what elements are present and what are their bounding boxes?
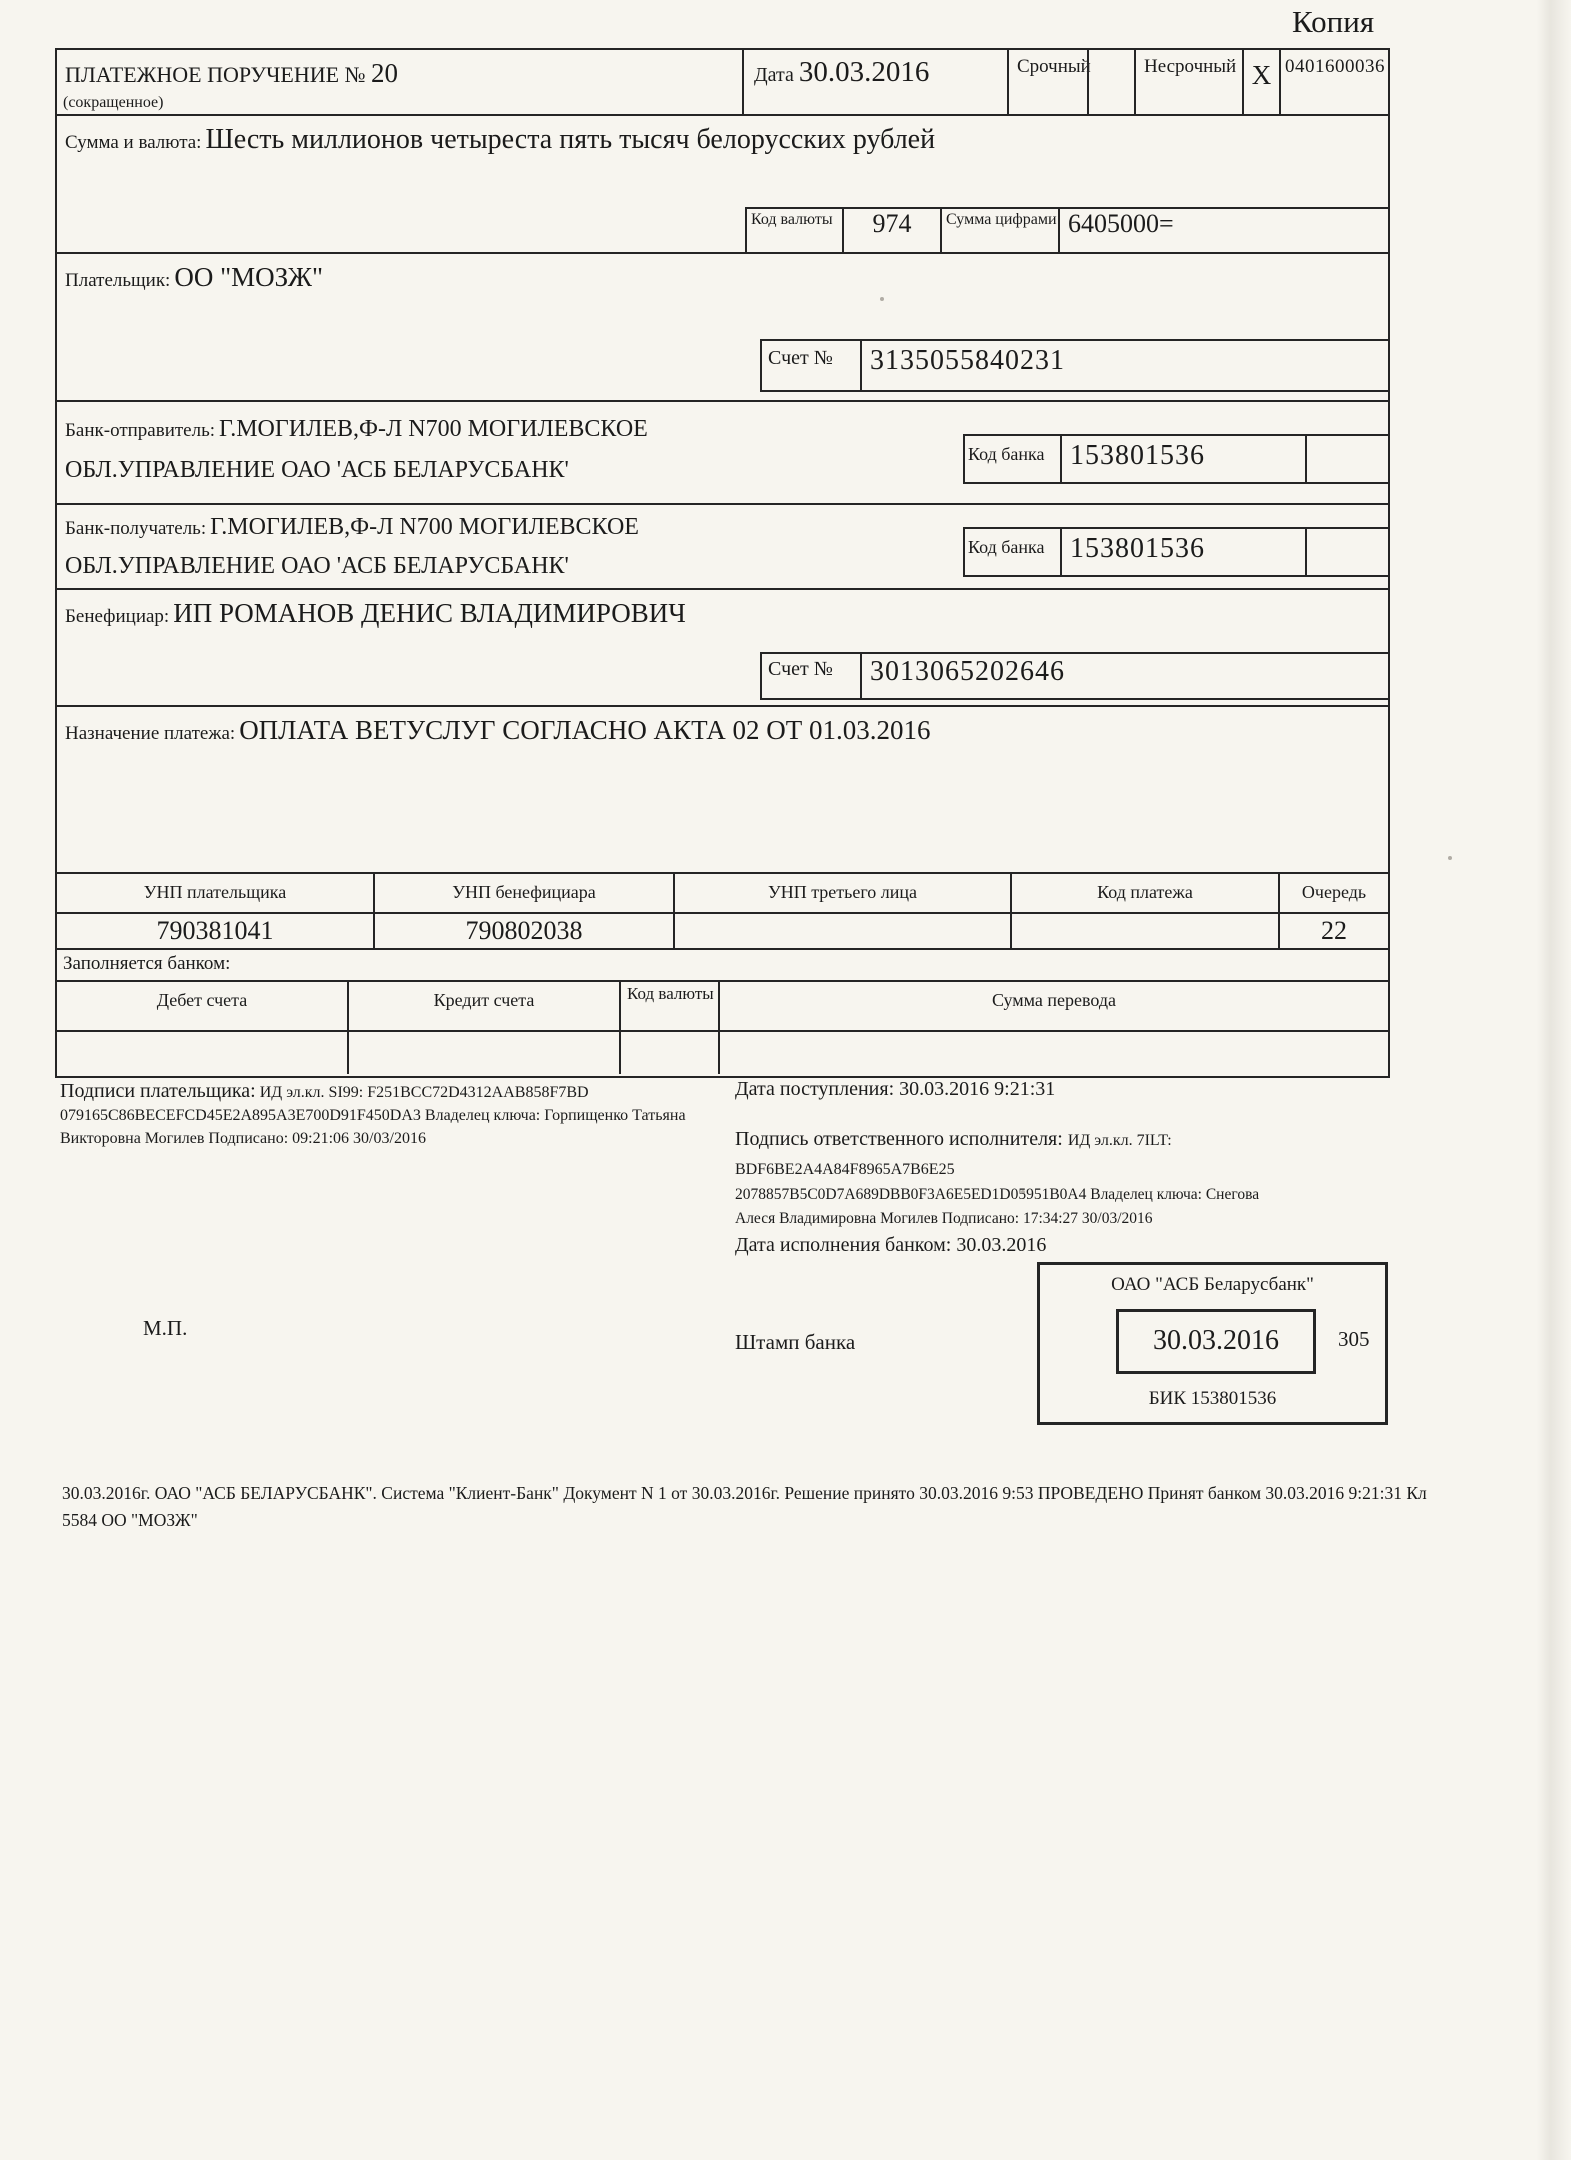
beneficiary-name: ИП РОМАНОВ ДЕНИС ВЛАДИМИРОВИЧ bbox=[173, 598, 686, 628]
payer-label: Плательщик: bbox=[65, 270, 171, 291]
executor-label: Подпись ответственного исполнителя: bbox=[735, 1128, 1063, 1150]
unp-header-row bbox=[57, 872, 1388, 912]
beneficiary-row bbox=[57, 588, 1388, 705]
bank-fill-header-amount: Сумма перевода bbox=[718, 982, 1388, 1030]
currency-boxes bbox=[745, 207, 1388, 252]
amount-figures-label: Сумма цифрами bbox=[940, 209, 1058, 252]
purpose-value: ОПЛАТА ВЕТУСЛУГ СОГЛАСНО АКТА 02 ОТ 01.03.2016 bbox=[239, 715, 931, 745]
sender-bank-label: Банк-отправитель: bbox=[65, 420, 216, 441]
unp-header-payer: УНП плательщика bbox=[143, 882, 287, 902]
unp-header-payment-code: Код платежа bbox=[1010, 874, 1278, 912]
date-cell bbox=[742, 50, 1007, 114]
bank-fill-header-row bbox=[57, 980, 1388, 1030]
executor-key-line1: BDF6BE2A4A84F8965A7B6E25 bbox=[735, 1161, 955, 1178]
bank-fill-amount-value bbox=[718, 1032, 1388, 1074]
sender-bank-code-value: 153801536 bbox=[1070, 440, 1205, 471]
beneficiary-account-box bbox=[760, 652, 1388, 700]
payer-name: ОО "МОЗЖ" bbox=[174, 262, 324, 292]
purpose-label: Назначение платежа: bbox=[65, 723, 236, 744]
bank-fill-debit-value bbox=[57, 1032, 347, 1074]
unp-header-beneficiary: УНП бенефициара bbox=[373, 874, 673, 912]
bank-fill-label: Заполняется банком: bbox=[63, 953, 231, 974]
unp-queue-value: 22 bbox=[1278, 914, 1388, 948]
not-urgent-mark: X bbox=[1242, 50, 1279, 114]
beneficiary-account-number: 3013065202646 bbox=[870, 656, 1065, 687]
unp-header-queue: Очередь bbox=[1278, 874, 1388, 912]
header-row bbox=[57, 50, 1388, 114]
executor-key-line2: 2078857B5C0D7A689DBB0F3A6E5ED1D05951B0A4 Владелец ключа: Снегова bbox=[735, 1186, 1260, 1203]
receiver-bank-name: Г.МОГИЛЕВ,Ф-Л N700 МОГИЛЕВСКОЕ ОБЛ.УПРАВЛЕНИЕ ОАО 'АСБ БЕЛАРУСБАНК' bbox=[65, 514, 639, 579]
payer-account-label: Счет № bbox=[762, 341, 862, 390]
order-number: 20 bbox=[371, 58, 399, 88]
payment-order-form bbox=[55, 48, 1390, 1078]
amount-row bbox=[57, 114, 1388, 252]
amount-in-words: Шесть миллионов четыреста пять тысяч белорусских рублей bbox=[205, 124, 936, 155]
beneficiary-account-label: Счет № bbox=[762, 654, 862, 698]
date-value: 30.03.2016 bbox=[798, 56, 930, 88]
unp-value-row bbox=[57, 912, 1388, 948]
urgent-checkbox-cell bbox=[1087, 50, 1134, 114]
sender-bank-code-box bbox=[963, 434, 1388, 484]
bank-fill-empty-row bbox=[57, 1030, 1388, 1074]
payer-signature-block bbox=[60, 1080, 752, 1150]
bank-fill-header-debit: Дебет счета bbox=[156, 990, 248, 1010]
purpose-row bbox=[57, 705, 1388, 872]
receiver-bank-code-value: 153801536 bbox=[1070, 533, 1205, 564]
executor-signature-block bbox=[735, 1128, 1385, 1257]
receiver-bank-row bbox=[57, 503, 1388, 588]
currency-code-label: Код валюты bbox=[751, 211, 833, 228]
executor-key-line3: Алеся Владимировна Могилев Подписано: 17:34:27 30/03/2016 bbox=[735, 1210, 1153, 1227]
execution-date-label: Дата исполнения банком: bbox=[735, 1234, 952, 1256]
scan-speck bbox=[1021, 1190, 1025, 1194]
payer-row bbox=[57, 252, 1388, 400]
execution-date-value: 30.03.2016 bbox=[956, 1234, 1047, 1256]
receiver-bank-label: Банк-получатель: bbox=[65, 518, 207, 539]
not-urgent-cell: Несрочный bbox=[1134, 50, 1242, 114]
receiver-bank-code-box bbox=[963, 527, 1388, 577]
amount-figures-value: 6405000= bbox=[1058, 209, 1388, 252]
scan-speck bbox=[880, 297, 884, 301]
form-code: 0401600036 bbox=[1279, 50, 1388, 114]
sender-bank-row bbox=[57, 400, 1388, 503]
sender-bank-code-extra-cell bbox=[1305, 436, 1388, 482]
bank-fill-label-row bbox=[57, 948, 1388, 980]
receiver-bank-code-label: Код банка bbox=[965, 529, 1062, 575]
receipt-date-value: 30.03.2016 9:21:31 bbox=[899, 1078, 1056, 1100]
stamp-bik: БИК 153801536 bbox=[1148, 1388, 1277, 1409]
bank-stamp-caption: Штамп банка bbox=[735, 1330, 856, 1354]
order-subtitle: (сокращенное) bbox=[63, 94, 164, 111]
page-title: ПЛАТЕЖНОЕ ПОРУЧЕНИЕ № bbox=[65, 62, 366, 87]
currency-code-value: 974 bbox=[842, 209, 940, 252]
sender-bank-name: Г.МОГИЛЕВ,Ф-Л N700 МОГИЛЕВСКОЕ ОБЛ.УПРАВЛЕНИЕ ОАО 'АСБ БЕЛАРУСБАНК' bbox=[65, 416, 648, 483]
bank-fill-header-credit: Кредит счета bbox=[347, 982, 619, 1030]
title-cell bbox=[57, 50, 742, 114]
system-footer-line2: 5584 ОО "МОЗЖ" bbox=[62, 1510, 198, 1530]
date-label: Дата bbox=[754, 64, 794, 86]
stamp-date-box: 30.03.2016 bbox=[1116, 1309, 1316, 1374]
system-footer-line1: 30.03.2016г. ОАО "АСБ БЕЛАРУСБАНК". Система "Клиент-Банк" Документ N 1 от 30.03.2016г. Решение принято 30.03.2016 9:53 ПРОВЕДЕНО Принят банком 30.03.2016 9:21:31 Кл bbox=[62, 1483, 1427, 1503]
unp-payment-code-value bbox=[1010, 914, 1278, 948]
system-footer bbox=[62, 1480, 1492, 1534]
bank-fill-credit-value bbox=[347, 1032, 619, 1074]
bank-fill-currency-value bbox=[619, 1032, 718, 1074]
bank-fill-header-currency: Код валюты bbox=[619, 982, 718, 1030]
seal-placeholder: М.П. bbox=[143, 1316, 188, 1340]
copy-label: Копия bbox=[1292, 4, 1375, 39]
payer-signature-label: Подписи плательщика: bbox=[60, 1080, 256, 1102]
executor-key-id: ИД эл.кл. 7ILT: bbox=[1067, 1132, 1172, 1149]
beneficiary-label: Бенефициар: bbox=[65, 606, 170, 627]
amount-label: Сумма и валюта: bbox=[65, 132, 202, 153]
bank-stamp-box bbox=[1037, 1262, 1388, 1425]
unp-third-party-value bbox=[673, 914, 1010, 948]
payer-account-number: 3135055840231 bbox=[870, 345, 1065, 376]
receipt-date-label: Дата поступления: bbox=[735, 1078, 895, 1100]
unp-payer-value: 790381041 bbox=[156, 916, 274, 945]
stamp-bank-name: ОАО "АСБ Беларусбанк" bbox=[1111, 1274, 1314, 1295]
payer-signature-text: ИД эл.кл. SI99: F251BCC72D4312AAB858F7BD 079165C86BECEFCD45E2A895A3E700D91F450DA3 Владелец ключа: Горпищенко Татьяна Викторовна Могилев Подписано: 09:21:06 30/03/2016 bbox=[60, 1084, 686, 1147]
receiver-bank-code-extra-cell bbox=[1305, 529, 1388, 575]
sender-bank-code-label: Код банка bbox=[965, 436, 1062, 482]
urgent-cell: Срочный bbox=[1007, 50, 1087, 114]
unp-header-third-party: УНП третьего лица bbox=[673, 874, 1010, 912]
unp-beneficiary-value: 790802038 bbox=[373, 914, 673, 948]
receipt-date bbox=[735, 1078, 1055, 1101]
payer-account-box bbox=[760, 339, 1388, 392]
stamp-number: 305 bbox=[1338, 1327, 1370, 1351]
scan-speck bbox=[1448, 856, 1452, 860]
